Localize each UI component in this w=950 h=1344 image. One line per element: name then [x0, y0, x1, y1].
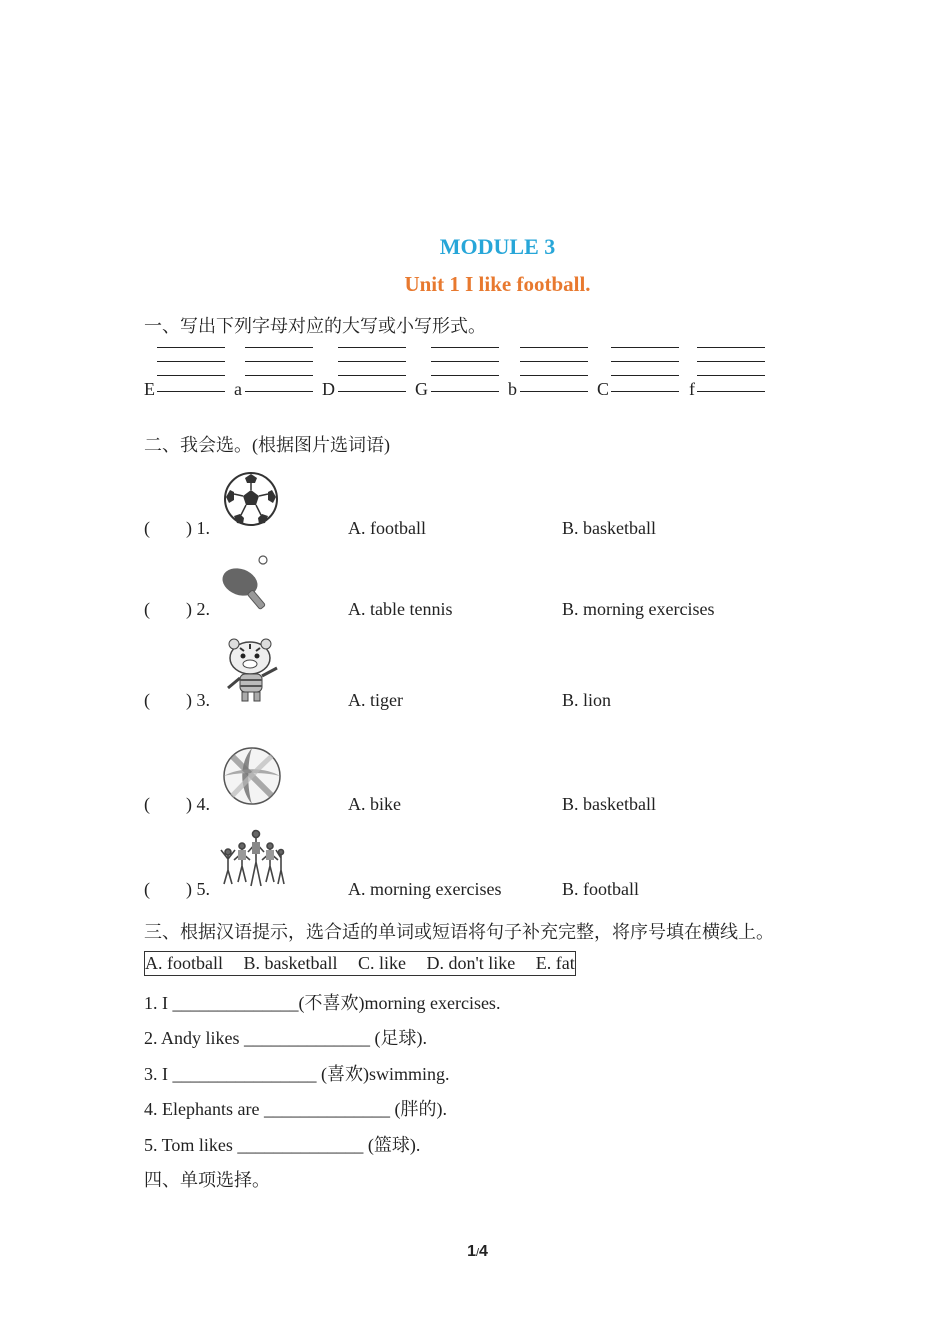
soccer-ball-icon: [222, 470, 280, 528]
answer-parens[interactable]: ( ): [144, 690, 192, 710]
writing-line[interactable]: [611, 361, 679, 362]
section1-title: 一、写出下列字母对应的大写或小写形式。: [144, 316, 486, 336]
letter-a: a: [234, 379, 242, 399]
unit-title: Unit 1 I like football.: [404, 272, 591, 296]
writing-line[interactable]: [338, 347, 406, 348]
option-b: B. basketball: [562, 518, 656, 538]
writing-line[interactable]: [697, 391, 765, 392]
writing-line[interactable]: [245, 361, 313, 362]
question-number: 5.: [196, 879, 210, 899]
option-a: A. morning exercises: [348, 879, 502, 899]
section3-title: 三、根据汉语提示，选合适的单词或短语将句子补充完整，将序号填在横线上。: [144, 922, 774, 942]
writing-line[interactable]: [520, 391, 588, 392]
letter-G: G: [415, 379, 428, 399]
writing-line[interactable]: [431, 347, 499, 348]
question-number: 2.: [196, 599, 210, 619]
option-a: A. tiger: [348, 690, 403, 710]
writing-line[interactable]: [431, 361, 499, 362]
answer-parens[interactable]: ( ): [144, 599, 192, 619]
question-number: 4.: [196, 794, 210, 814]
writing-line[interactable]: [157, 347, 225, 348]
word-option: C. like: [357, 953, 406, 973]
fill-sentence-5: 5. Tom likes ______________ (篮球).: [144, 1135, 421, 1155]
writing-line[interactable]: [611, 375, 679, 376]
option-b: B. football: [562, 879, 639, 899]
question-4: [144, 794, 210, 815]
section4-title: 四、单项选择。: [144, 1170, 270, 1190]
option-a: A. football: [348, 518, 426, 538]
letter-D: D: [322, 379, 335, 399]
page-separator: /: [475, 1247, 480, 1259]
answer-parens[interactable]: ( ): [144, 518, 192, 538]
question-2: [144, 599, 210, 620]
option-b: B. morning exercises: [562, 599, 715, 619]
word-option: D. don't like: [426, 953, 516, 973]
question-1: [144, 518, 210, 539]
writing-line[interactable]: [697, 347, 765, 348]
word-option: A. football: [145, 953, 223, 973]
writing-line[interactable]: [245, 347, 313, 348]
writing-line[interactable]: [338, 361, 406, 362]
word-option: E. fat: [535, 953, 575, 973]
current-page: 1: [467, 1243, 476, 1260]
writing-line[interactable]: [338, 375, 406, 376]
option-b: B. lion: [562, 690, 612, 710]
word-option: B. basketball: [243, 953, 338, 973]
beach-ball-icon: [221, 745, 283, 807]
writing-line[interactable]: [431, 375, 499, 376]
writing-line[interactable]: [697, 361, 765, 362]
letter-C: C: [597, 379, 610, 399]
option-a: A. table tennis: [348, 599, 453, 619]
writing-line[interactable]: [520, 361, 588, 362]
answer-parens[interactable]: ( ): [144, 879, 192, 899]
writing-line[interactable]: [611, 347, 679, 348]
total-pages: 4: [479, 1243, 488, 1260]
question-number: 3.: [196, 690, 210, 710]
fill-sentence-4: 4. Elephants are ______________ (胖的).: [144, 1099, 447, 1119]
word-bank-box: [144, 951, 576, 976]
writing-line[interactable]: [431, 391, 499, 392]
writing-line[interactable]: [520, 375, 588, 376]
writing-line[interactable]: [697, 375, 765, 376]
fill-sentence-3: 3. I ________________ (喜欢)swimming.: [144, 1064, 450, 1084]
option-b: B. basketball: [562, 794, 656, 814]
letter-b: b: [508, 379, 517, 399]
writing-line[interactable]: [157, 391, 225, 392]
writing-line[interactable]: [611, 391, 679, 392]
fill-sentence-2: 2. Andy likes ______________ (足球).: [144, 1028, 427, 1048]
answer-parens[interactable]: ( ): [144, 794, 192, 814]
writing-line[interactable]: [338, 391, 406, 392]
ping-pong-paddle-icon: [218, 552, 274, 614]
writing-line[interactable]: [245, 391, 313, 392]
writing-line[interactable]: [157, 361, 225, 362]
section2-title: 二、我会选。(根据图片选词语): [144, 435, 390, 455]
writing-line[interactable]: [520, 347, 588, 348]
writing-line[interactable]: [157, 375, 225, 376]
option-a: A. bike: [348, 794, 401, 814]
tiger-icon: [222, 636, 284, 704]
page-number: [0, 1243, 950, 1261]
question-5: [144, 879, 210, 900]
writing-line[interactable]: [245, 375, 313, 376]
letter-E: E: [144, 379, 155, 399]
letter-f: f: [689, 379, 695, 399]
question-3: [144, 690, 210, 711]
question-number: 1.: [196, 518, 210, 538]
fill-sentence-1: 1. I ______________(不喜欢)morning exercises.: [144, 993, 501, 1013]
exercising-people-icon: [218, 828, 286, 894]
module-title: MODULE 3: [439, 234, 556, 259]
